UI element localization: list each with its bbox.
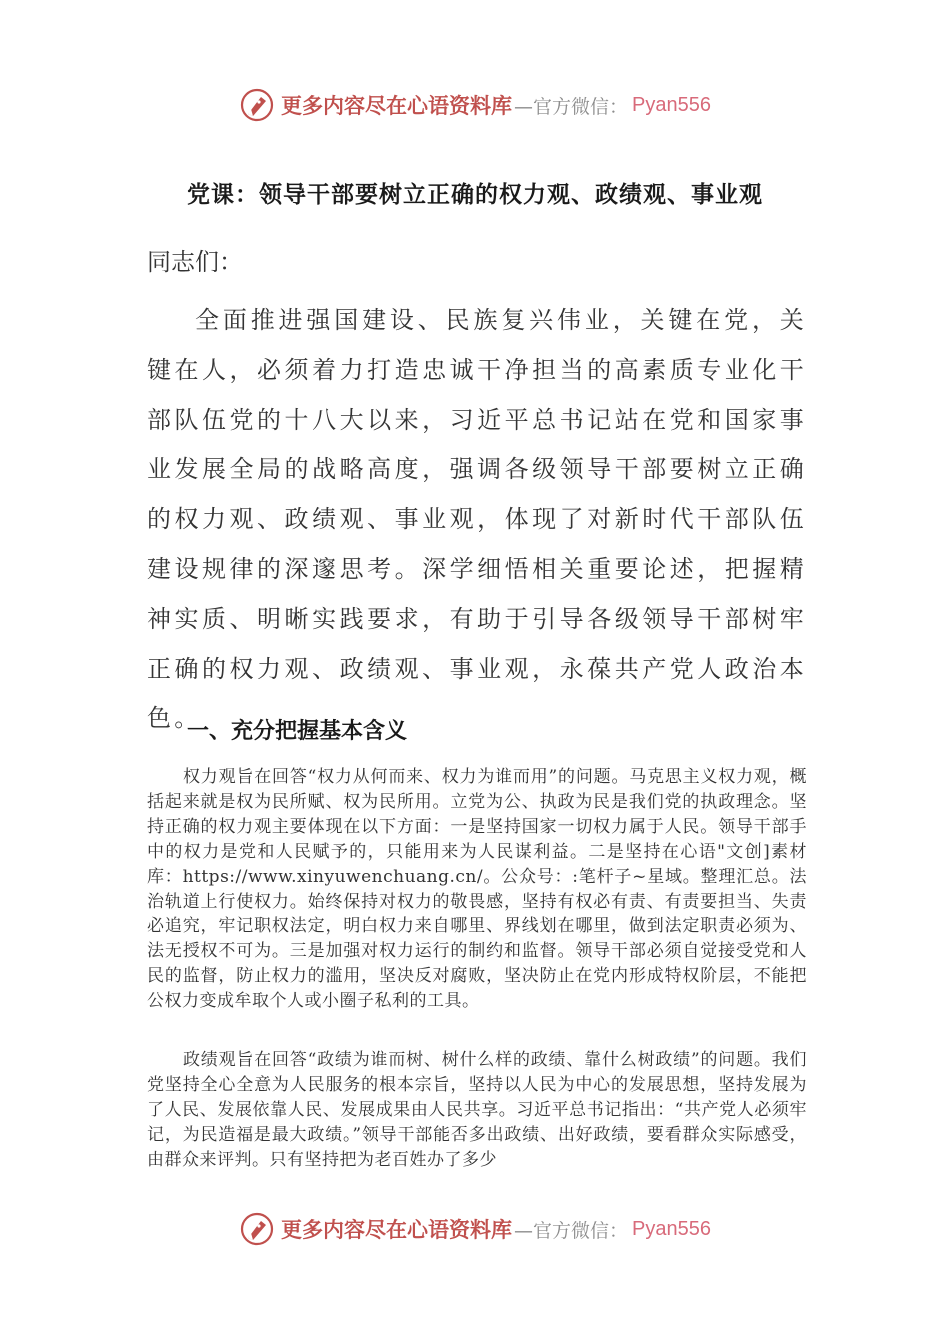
salutation: 同志们： [147,248,243,276]
pen-nib-logo-icon [239,1211,275,1247]
body-paragraph-2: 政绩观旨在回答“政绩为谁而树、树什么样的政绩、靠什么树政绩”的问题。我们党坚持全心全意为人民服务的根本宗旨，坚持以人民为中心的发展思想，坚持发展为了人民、发展依靠人民、发展成果由人民共享。习近平总书记指出：“共产党人必须牢记，为民造福是最大政绩。”领导干部能否多出政绩、出好政绩，要看群众实际感受，由群众来评判。只有坚持把为老百姓办了多少 [147,1050,807,1170]
banner-wechat-id: Pyan556 [632,93,711,116]
pen-nib-logo-icon [239,87,275,123]
banner-sub-text: —官方微信： [514,95,629,118]
body-paragraph-1: 权力观旨在回答“权力从何而来、权力为谁而用”的问题。马克思主义权力观，概括起来就是权为民所赋、权为民所用。立党为公、执政为民是我们党的执政理念。坚持正确的权力观主要体现在以下方面：一是坚持国家一切权力属于人民。领导干部手中的权力是党和人民赋予的，只能用来为人民谋利益。二是坚持在心语"文创]素材库：https://www.xinyuwenchuang.cn/。公众号：:笔杆子~星域。整理汇总。法治轨道上行使权力。始终保持对权力的敬畏感，坚持有权必有责、有责要担当、失责必追究，牢记职权法定，明白权力来自哪里、界线划在哪里，做到法定职责必须为、法无授权不可为。三是加强对权力运行的制约和监督。领导干部必须自觉接受党和人民的监督，防止权力的滥用，坚决反对腐败，坚决防止在党内形成特权阶层，不能把公权力变成牟取个人或小圈子私利的工具。 [147,767,807,1012]
banner-main-text: 更多内容尽在心语资料库 [281,1217,512,1242]
header-watermark-banner [0,80,950,130]
section-heading-1: 一、充分把握基本含义 [187,718,408,744]
banner-sub-text: —官方微信： [514,1219,629,1242]
lead-paragraph: 全面推进强国建设、民族复兴伟业，关键在党，关键在人，必须着力打造忠诚干净担当的高素质专业化干部队伍党的十八大以来，习近平总书记站在党和国家事业发展全局的战略高度，强调各级领导干部要树立正确的权力观、政绩观、事业观，体现了对新时代干部队伍建设规律的深邃思考。深学细悟相关重要论述，把握精神实质、明晰实践要求，有助于引导各级领导干部树牢正确的权力观、政绩观、事业观，永葆共产党人政治本色。 [147,306,807,733]
banner-main-text: 更多内容尽在心语资料库 [281,93,512,118]
document-title: 党课：领导干部要树立正确的权力观、政绩观、事业观 [187,181,763,208]
banner-wechat-id: Pyan556 [632,1217,711,1240]
footer-watermark-banner [0,1204,950,1254]
